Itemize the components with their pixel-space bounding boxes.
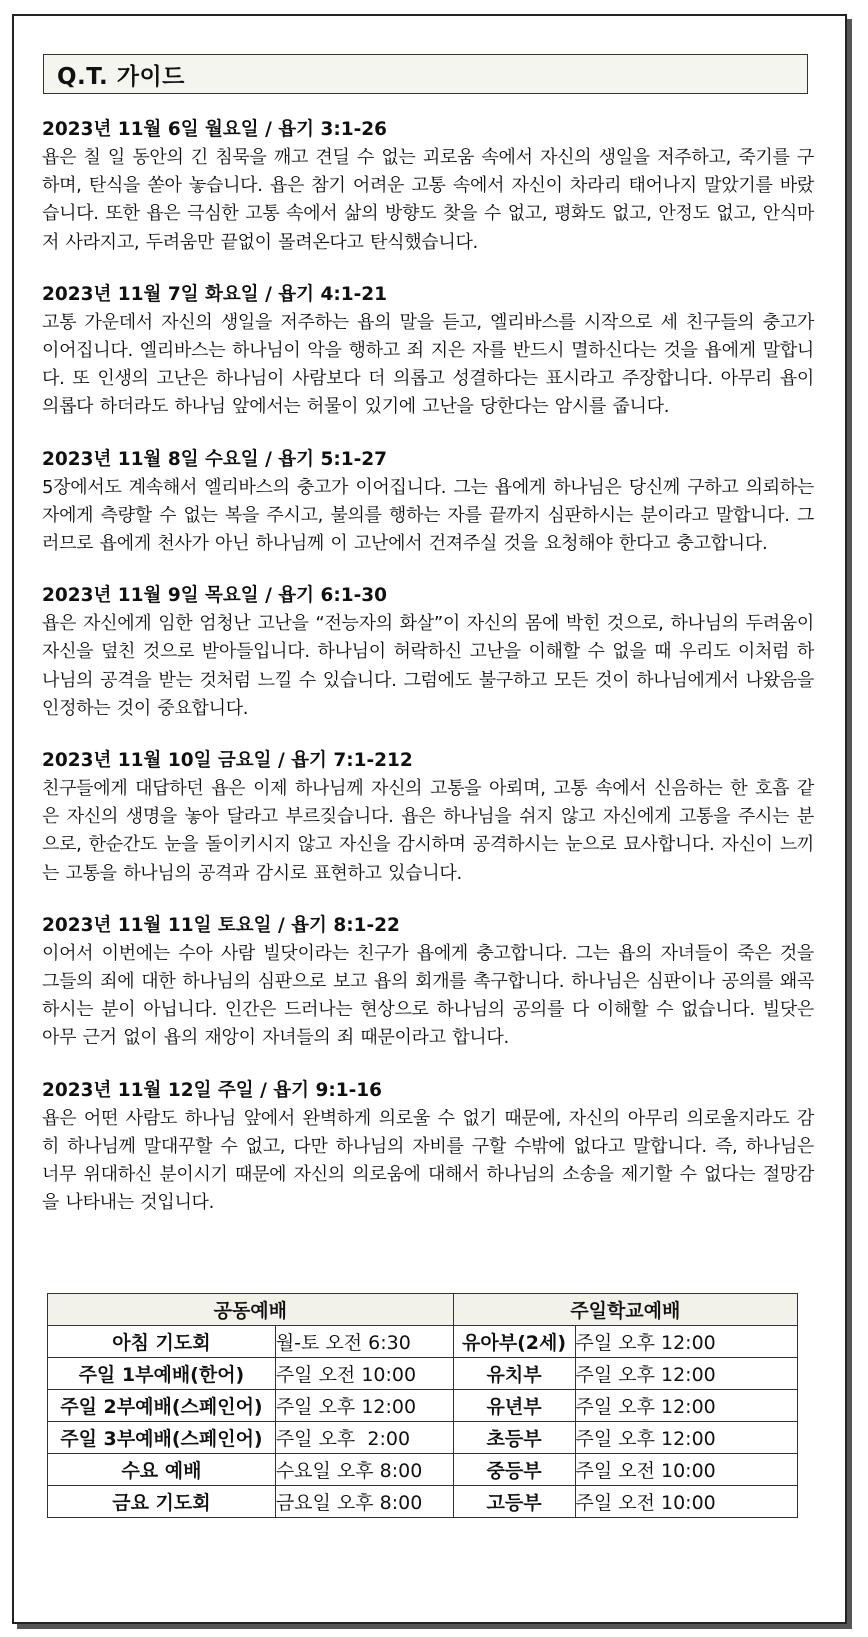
table-row (48, 1326, 798, 1358)
table-row (48, 1422, 798, 1454)
service-name: 주일 1부예배(한어) (48, 1358, 276, 1390)
school-dept: 유치부 (453, 1358, 575, 1390)
service-name: 아침 기도회 (48, 1326, 276, 1358)
service-name: 주일 3부예배(스페인어) (48, 1422, 276, 1454)
qt-entry (42, 912, 814, 1053)
entry-title: 2023년 11월 7일 화요일 / 욥기 4:1-21 (42, 283, 388, 305)
qt-entry (42, 747, 814, 888)
qt-entry (42, 1077, 814, 1218)
entry-title: 2023년 11월 6일 월요일 / 욥기 3:1-26 (42, 119, 388, 140)
qt-entries (42, 116, 814, 1241)
school-time: 주일 오후 12:00 (575, 1326, 798, 1358)
table-row (48, 1390, 798, 1422)
entry-title: 2023년 11월 11일 토요일 / 욥기 8:1-22 (42, 914, 400, 936)
qt-entry (42, 116, 814, 257)
service-time: 월-토 오전 6:30 (275, 1326, 453, 1358)
school-time: 주일 오후 12:00 (575, 1358, 798, 1390)
table-row (48, 1358, 798, 1390)
school-time: 주일 오전 10:00 (575, 1454, 798, 1486)
entry-body: 고통 가운데서 자신의 생일을 저주하는 욥의 말을 듣고, 엘리바스를 시작으로 세 친구들의 충고가 이어집니다. 엘리바스는 하나님이 악을 행하고 죄 지은 자를 반드시 멸하신다는 것을 욥에게 말합니다. 또 인생의 고난은 하나님이 사람보다 더 의롭고 성결하다는 표시라고 주장합니다. 아무리 욥이 의롭다 하더라도 하나님 앞에서는 허물이 있기에 고난을 당한다는 암시를 줍니다. (42, 311, 814, 418)
entry-title: 2023년 11월 12일 주일 / 욥기 9:1-16 (42, 1079, 383, 1101)
service-time: 주일 오후 2:00 (275, 1422, 453, 1454)
qt-entry (42, 582, 814, 723)
entry-body: 이어서 이번에는 수아 사람 빌닷이라는 친구가 욥에게 충고합니다. 그는 욥의 자녀들이 죽은 것을 그들의 죄에 대한 하나님의 심판으로 보고 욥의 회개를 촉구합니다. 하나님은 심판이나 공의를 왜곡하시는 분이 아닙니다. 인간은 드러나는 현상으로 하나님의 공의를 다 이해할 수 없습니다. 빌닷은 아무 근거 없이 욥의 재앙이 자녀들의 죄 때문이라고 합니다. (42, 942, 814, 1049)
school-dept: 고등부 (453, 1486, 575, 1518)
service-time: 주일 오전 10:00 (275, 1358, 453, 1390)
school-dept: 유년부 (453, 1390, 575, 1422)
entry-title: 2023년 11월 8일 수요일 / 욥기 5:1-27 (42, 448, 388, 470)
school-time: 주일 오후 12:00 (575, 1390, 798, 1422)
entry-body: 욥은 어떤 사람도 하나님 앞에서 완벽하게 의로울 수 없기 때문에, 자신의 아무리 의로울지라도 감히 하나님께 말대꾸할 수 없고, 다만 하나님의 자비를 구할 수밖에 없다고 말합니다. 즉, 하나님은 너무 위대하신 분이시기 때문에 자신의 의로움에 대해서 하나님의 소송을 제기할 수 없다는 절망감을 나타내는 것입니다. (42, 1107, 814, 1214)
table-header-row (48, 1294, 798, 1326)
qt-entry (42, 446, 814, 559)
qt-entry (42, 281, 814, 422)
school-dept: 초등부 (453, 1422, 575, 1454)
entry-title: 2023년 11월 10일 금요일 / 욥기 7:1-212 (42, 750, 413, 772)
entry-body: 친구들에게 대답하던 욥은 이제 하나님께 자신의 고통을 아뢰며, 고통 속에서 신음하는 한 호흡 같은 자신의 생명을 놓아 달라고 부르짖습니다. 욥은 하나님을 쉬지 않고 자신에게 고통을 주시는 분으로, 한순간도 눈을 돌이키시지 않고 자신을 감시하며 공격하시는 눈으로 묘사합니다. 자신이 느끼는 고통을 하나님의 공격과 감시로 표현하고 있습니다. (42, 778, 814, 884)
school-time: 주일 오전 10:00 (575, 1486, 798, 1518)
page-title-box (43, 54, 808, 94)
header-common-worship: 공동예배 (48, 1294, 454, 1326)
table-row (48, 1454, 798, 1486)
page-title: Q.T. 가이드 (57, 63, 185, 90)
school-dept: 유아부(2세) (453, 1326, 575, 1358)
entry-title: 2023년 11월 9일 목요일 / 욥기 6:1-30 (42, 585, 388, 607)
entry-body: 욥은 자신에게 임한 엄청난 고난을 “전능자의 화살”이 자신의 몸에 박힌 것으로, 하나님의 두려움이 자신을 덮친 것으로 받아들입니다. 하나님이 허락하신 고난을 이해할 수 없을 때 우리도 이처럼 하나님의 공격을 받는 것처럼 느낄 수 있습니다. 그럼에도 불구하고 모든 것이 하나님에게서 나왔음을 인정하는 것이 중요합니다. (42, 613, 814, 719)
service-name: 금요 기도회 (48, 1486, 276, 1518)
service-name: 주일 2부예배(스페인어) (48, 1390, 276, 1422)
school-time: 주일 오후 12:00 (575, 1422, 798, 1454)
service-time: 수요일 오후 8:00 (275, 1454, 453, 1486)
header-sunday-school: 주일학교예배 (453, 1294, 797, 1326)
worship-schedule-table (47, 1293, 798, 1518)
service-time: 금요일 오후 8:00 (275, 1486, 453, 1518)
school-dept: 중등부 (453, 1454, 575, 1486)
service-time: 주일 오후 12:00 (275, 1390, 453, 1422)
table-row (48, 1486, 798, 1518)
entry-body: 5장에서도 계속해서 엘리바스의 충고가 이어집니다. 그는 욥에게 하나님은 당신께 구하고 의뢰하는 자에게 측량할 수 없는 복을 주시고, 불의를 행하는 자를 끝까지 심판하시는 분이라고 말합니다. 그러므로 욥에게 천사가 아닌 하나님께 이 고난에서 건져주실 것을 요청해야 한다고 충고합니다. (42, 476, 814, 555)
service-name: 수요 예배 (48, 1454, 276, 1486)
entry-body: 욥은 칠 일 동안의 긴 침묵을 깨고 견딜 수 없는 괴로움 속에서 자신의 생일을 저주하고, 죽기를 구하며, 탄식을 쏟아 놓습니다. 욥은 참기 어려운 고통 속에서 자신이 차라리 태어나지 말았기를 바랐습니다. 또한 욥은 극심한 고통 속에서 삶의 방향도 찾을 수 없고, 평화도 없고, 안정도 없고, 안식마저 사라지고, 두려움만 끝없이 몰려온다고 탄식했습니다. (42, 147, 814, 253)
